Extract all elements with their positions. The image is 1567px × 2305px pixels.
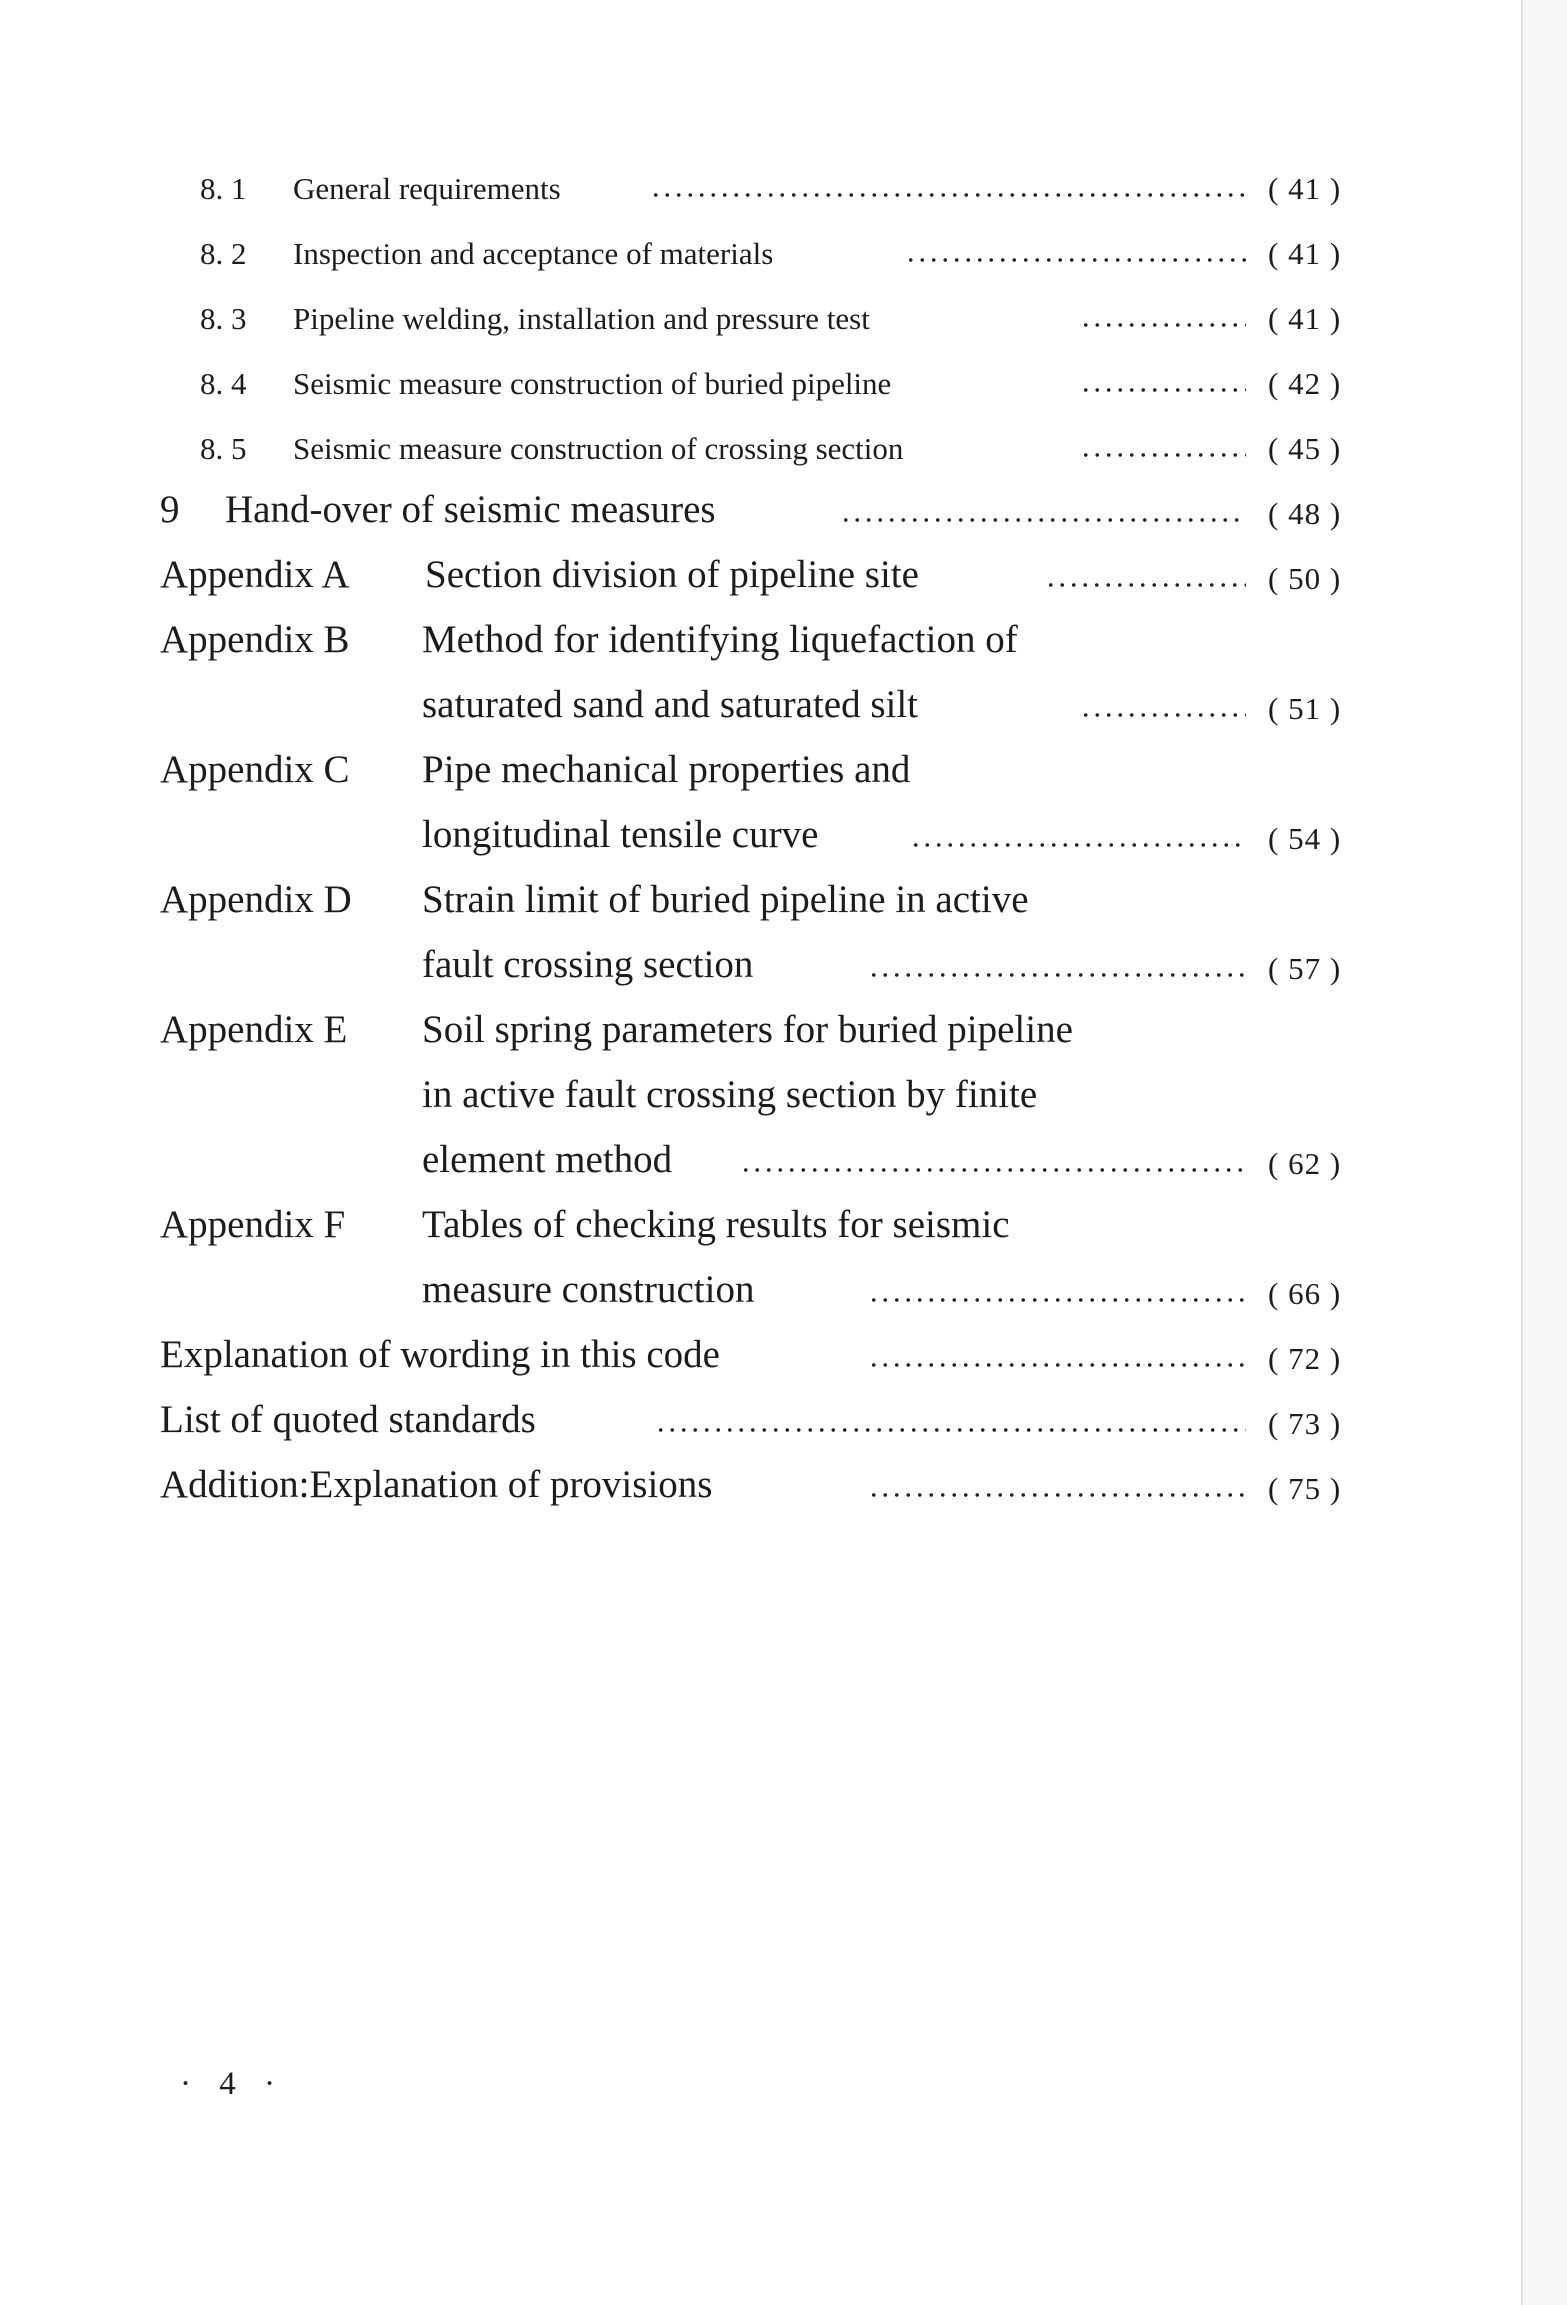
toc-entry-appendix-e[interactable] [0,995,1400,1061]
toc-page-number: ( 41 ) [1268,171,1342,206]
leader-dots [868,1362,1246,1368]
toc-page-number: ( 41 ) [1268,301,1342,336]
toc-title: General requirements [293,171,561,206]
toc-title-line: fault crossing section [422,943,754,986]
toc-title-line: Strain limit of buried pipeline in active [422,878,1029,921]
toc-entry-appendix-d[interactable] [0,865,1400,931]
toc-page-number: ( 75 ) [1268,1471,1342,1506]
leader-dots [1080,322,1246,328]
toc-title: Explanation of wording in this code [160,1333,720,1376]
toc-title: List of quoted standards [160,1398,536,1441]
toc-page-number: ( 73 ) [1268,1406,1342,1441]
toc-title: Inspection and acceptance of materials [293,236,774,271]
toc-label: 8. 2 [200,236,247,271]
toc-entry-appendix-e-line-2 [0,1060,1400,1126]
toc-title: Pipeline welding, installation and pressure test [293,301,870,336]
toc-label: 8. 1 [200,171,247,206]
toc-title-line: longitudinal tensile curve [422,813,819,856]
toc-page-number: ( 45 ) [1268,431,1342,466]
toc-page-number: ( 51 ) [1268,691,1342,726]
leader-dots [1045,582,1246,588]
toc-page-number: ( 48 ) [1268,496,1342,531]
leader-dots [1080,712,1246,718]
toc-label: Appendix C [160,748,350,791]
toc-title-line: element method [422,1138,673,1181]
toc-page-number: ( 41 ) [1268,236,1342,271]
toc-entry-9[interactable] [0,475,1400,541]
leader-dots [868,1297,1246,1303]
toc-entry-addition-explanation-of-provisions[interactable] [0,1450,1400,1516]
toc-title-line: Soil spring parameters for buried pipeline [422,1008,1073,1051]
toc-entry-8-4[interactable] [0,345,1400,411]
leader-dots [655,1427,1246,1433]
toc-entry-appendix-c-continued[interactable] [0,800,1400,866]
toc-label: 8. 3 [200,301,247,336]
leader-dots [905,257,1246,263]
toc-entry-8-3[interactable] [0,280,1400,346]
toc-entry-8-5[interactable] [0,410,1400,476]
toc-entry-appendix-f[interactable] [0,1190,1400,1256]
toc-entry-appendix-a[interactable] [0,540,1400,606]
toc-page-number: ( 54 ) [1268,821,1342,856]
toc-title: Hand-over of seismic measures [225,488,716,531]
toc-page-number: ( 50 ) [1268,561,1342,596]
leader-dots [868,972,1246,978]
page-number: · 4 · [180,2066,285,2102]
toc-page-number: ( 72 ) [1268,1341,1342,1376]
toc-entry-appendix-d-continued[interactable] [0,930,1400,996]
toc-label: Appendix B [160,618,350,661]
toc-entry-appendix-e-continued[interactable] [0,1125,1400,1191]
toc-label: 8. 4 [200,366,247,401]
toc-entry-explanation-of-wording[interactable] [0,1320,1400,1386]
toc-entry-8-1[interactable] [0,150,1400,216]
toc-page-number: ( 62 ) [1268,1146,1342,1181]
page-edge-shadow [1521,0,1567,2305]
toc-title: Seismic measure construction of crossing section [293,431,904,466]
toc-entry-appendix-c[interactable] [0,735,1400,801]
leader-dots [910,842,1246,848]
toc-page-number: ( 42 ) [1268,366,1342,401]
toc-entry-appendix-f-continued[interactable] [0,1255,1400,1321]
toc-title: Seismic measure construction of buried pipeline [293,366,892,401]
leader-dots [650,192,1246,198]
toc-label: Appendix A [160,553,350,596]
toc-title-line: measure construction [422,1268,755,1311]
toc-title: Section division of pipeline site [425,553,919,596]
leader-dots [740,1167,1246,1173]
toc-entry-appendix-b[interactable] [0,605,1400,671]
toc-title-line: Method for identifying liquefaction of [422,618,1018,661]
toc-label: Appendix E [160,1008,348,1051]
toc-label: Appendix F [160,1203,346,1246]
toc-label: 8. 5 [200,431,247,466]
toc-title-line: in active fault crossing section by finite [422,1073,1038,1116]
leader-dots [1080,387,1246,393]
leader-dots [868,1492,1246,1498]
toc-title: Addition:Explanation of provisions [160,1463,713,1506]
toc-label: Appendix D [160,878,352,921]
toc-title-line: saturated sand and saturated silt [422,683,919,726]
toc-title-line: Pipe mechanical properties and [422,748,911,791]
toc-label: 9 [160,488,180,531]
leader-dots [1080,452,1246,458]
toc-page-number: ( 57 ) [1268,951,1342,986]
toc-title-line: Tables of checking results for seismic [422,1203,1010,1246]
toc-entry-appendix-b-continued[interactable] [0,670,1400,736]
toc-page-number: ( 66 ) [1268,1276,1342,1311]
leader-dots [840,517,1246,523]
toc-entry-8-2[interactable] [0,215,1400,281]
toc-entry-list-of-quoted-standards[interactable] [0,1385,1400,1451]
